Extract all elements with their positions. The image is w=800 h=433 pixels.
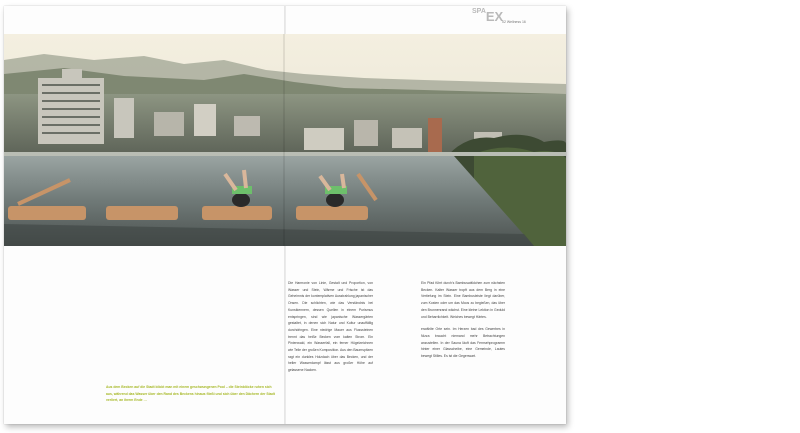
magazine-logo (472, 8, 532, 28)
article-paragraph: Ein Pfad führt durch's Bambuswäldchen zum nächsten Becken. Kalter Wasser tropft aus dem Berg in eine Vertiefung im Stein. Eine Bambusleiste liegt darüber, zum Kosten oder um das Moos zu begießen, das über den Brunnenrand wächst. Eine kleine Lektion in Geduld und Beharrlichkeit. Weiches bewegt Härtes. (421, 281, 505, 319)
photo-caption: Aus dem Becken auf die Stadt blickt man mit einem geschwungenen Pool – die Steinblöcke ruhen sich aus, während das Wasser über den Rand des Beckens hinaus fließt und sich über den Dächern der Stadt verliert, an ihrem Ende … (106, 385, 275, 403)
logo-small-text: SPA (472, 8, 486, 15)
article-paragraph: Die Harmonie von Linie, Gestalt und Proportion, von Wasser und Stein, Wärme und Frische ist das Geheimnis der kontemplativen Ausstrahlung japanischer Onsen. Die schlichten, wie das Verständnis bei Kunstkennern, dessen Quellen in einem Purismus entspringen, sind wie japanische Wassergärten gestaltet, in denen sich Natur und Kultur unauffällig durchdringen. Eine niedrige Mauer aus Flusssteinen trennt das heiße Becken vom kalten Strom. Ein Pinienwald, ein Wasserfall, ein ferner Hügelzeichnen wie Teile der großen Komposition. Aus den Baumspitzen ragt ein dunkles Holzdach über das Becken, und der heller Wasserdampf lässt aus großer Höhe auf gelassene Nacken. (288, 281, 373, 373)
article-column-1 (288, 280, 373, 380)
article-paragraph: erwählte Orte sein. Im Herzen bad des Gewerbes in Nizza braucht niemand mehr Betrachtungen anzustellen. In der Sauna läuft das Fernsehprogramm hinter einer Glasscheibe, eine Gemeinde, Lautes bewegt Stilles. Es ist die Gegenwart. (421, 327, 505, 359)
onsen-photo (4, 34, 566, 246)
logo-wordmark (472, 8, 503, 26)
logo-subtitle: 02 Wellness 16 (502, 20, 526, 24)
article-column-2 (421, 280, 505, 366)
logo-big-text: EX (485, 9, 504, 24)
